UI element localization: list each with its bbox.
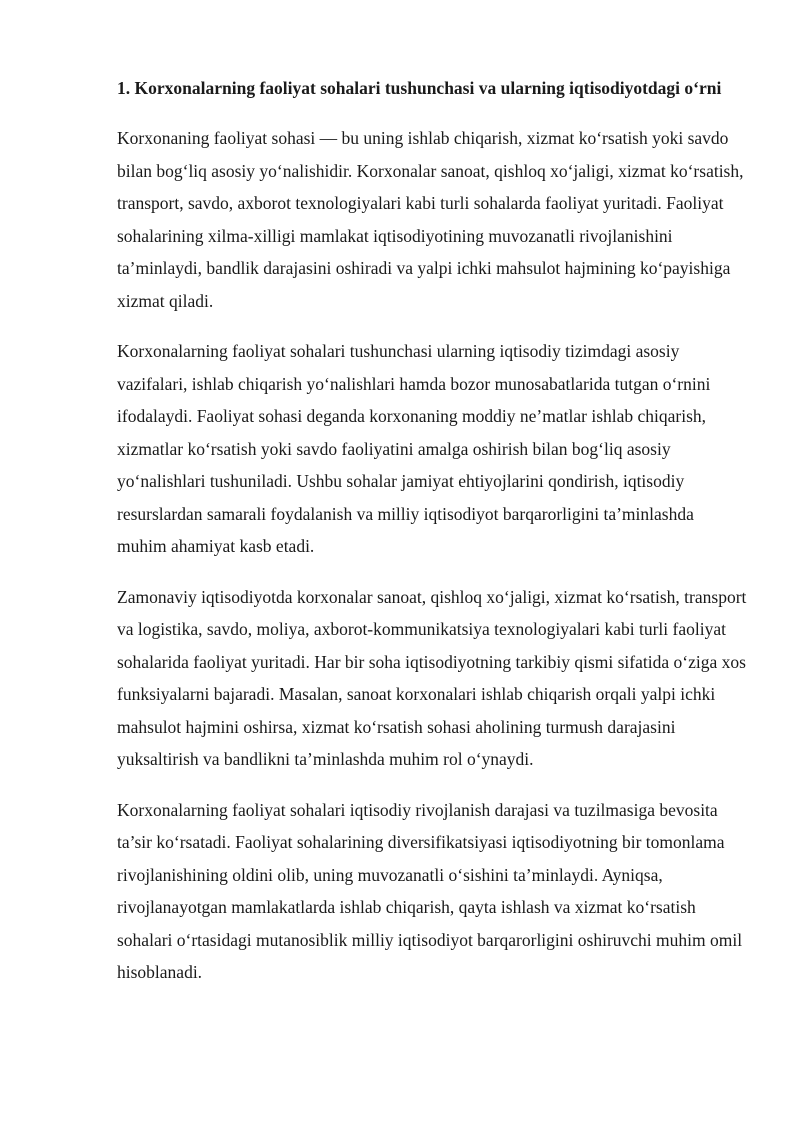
paragraph-4: Korxonalarning faoliyat sohalari iqtisodiy rivojlanish darajasi va tuzilmasiga bevosita ta’sir ko‘rsatadi. Faoliyat sohalarining diversifikatsiyasi iqtisodiyotning bir tomonlama rivojlanishining oldini olib, uning muvozanatli o‘sishini ta’minlaydi. Ayniqsa, rivojlanayotgan mamlakatlarda ishlab chiqarish, qayta ishlash va xizmat ko‘rsatish sohalari o‘rtasidagi mutanosiblik milliy iqtisodiyot barqarorligini oshiruvchi muhim omil hisoblanadi.	[117, 799, 743, 982]
paragraph-2: Korxonalarning faoliyat sohalari tushunchasi ularning iqtisodiy tizimdagi asosiy vazifalari, ishlab chiqarish yo‘nalishlari hamda bozor munosabatlarida tutgan o‘rnini ifodalaydi. Faoliyat sohasi deganda korxonaning moddiy ne’matlar ishlab chiqarish, xizmatlar ko‘rsatish yoki savdo faoliyatini amalga oshirish bilan bog‘liq asosiy yo‘nalishlari tushuniladi. Ushbu sohalar jamiyat ehtiyojlarini qondirish, iqtisodiy resurslardan samarali foydalanish va milliy iqtisodiyot barqarorligini ta’minlashda muhim ahamiyat kasb etadi.	[117, 341, 711, 556]
document-page	[117, 72, 747, 1007]
section-heading: 1. Korxonalarning faoliyat sohalari tushunchasi va ularning iqtisodiyotdagi o‘rni	[117, 78, 722, 98]
paragraph-3: Zamonaviy iqtisodiyotda korxonalar sanoat, qishloq xo‘jaligi, xizmat ko‘rsatish, transport va logistika, savdo, moliya, axborot-kommunikatsiya texnologiyalari kabi turli faoliyat sohalarida faoliyat yuritadi. Har bir soha iqtisodiyotning tarkibiy qismi sifatida o‘ziga xos funksiyalarni bajaradi. Masalan, sanoat korxonalari ishlab chiqarish orqali yalpi ichki mahsulot hajmini oshirsa, xizmat ko‘rsatish sohasi aholining turmush darajasini yuksaltirish va bandlikni ta’minlashda muhim rol o‘ynaydi.	[117, 586, 747, 769]
paragraph-1: Korxonaning faoliyat sohasi — bu uning ishlab chiqarish, xizmat ko‘rsatish yoki savdo bilan bog‘liq asosiy yo‘nalishidir. Korxonalar sanoat, qishloq xo‘jaligi, xizmat ko‘rsatish, transport, savdo, axborot texnologiyalari kabi turli sohalarda faoliyat yuritadi. Faoliyat sohalarining xilma-xilligi mamlakat iqtisodiyotining muvozanatli rivojlanishini ta’minlaydi, bandlik darajasini oshiradi va yalpi ichki mahsulot hajmining ko‘payishiga xizmat qiladi.	[117, 128, 744, 311]
